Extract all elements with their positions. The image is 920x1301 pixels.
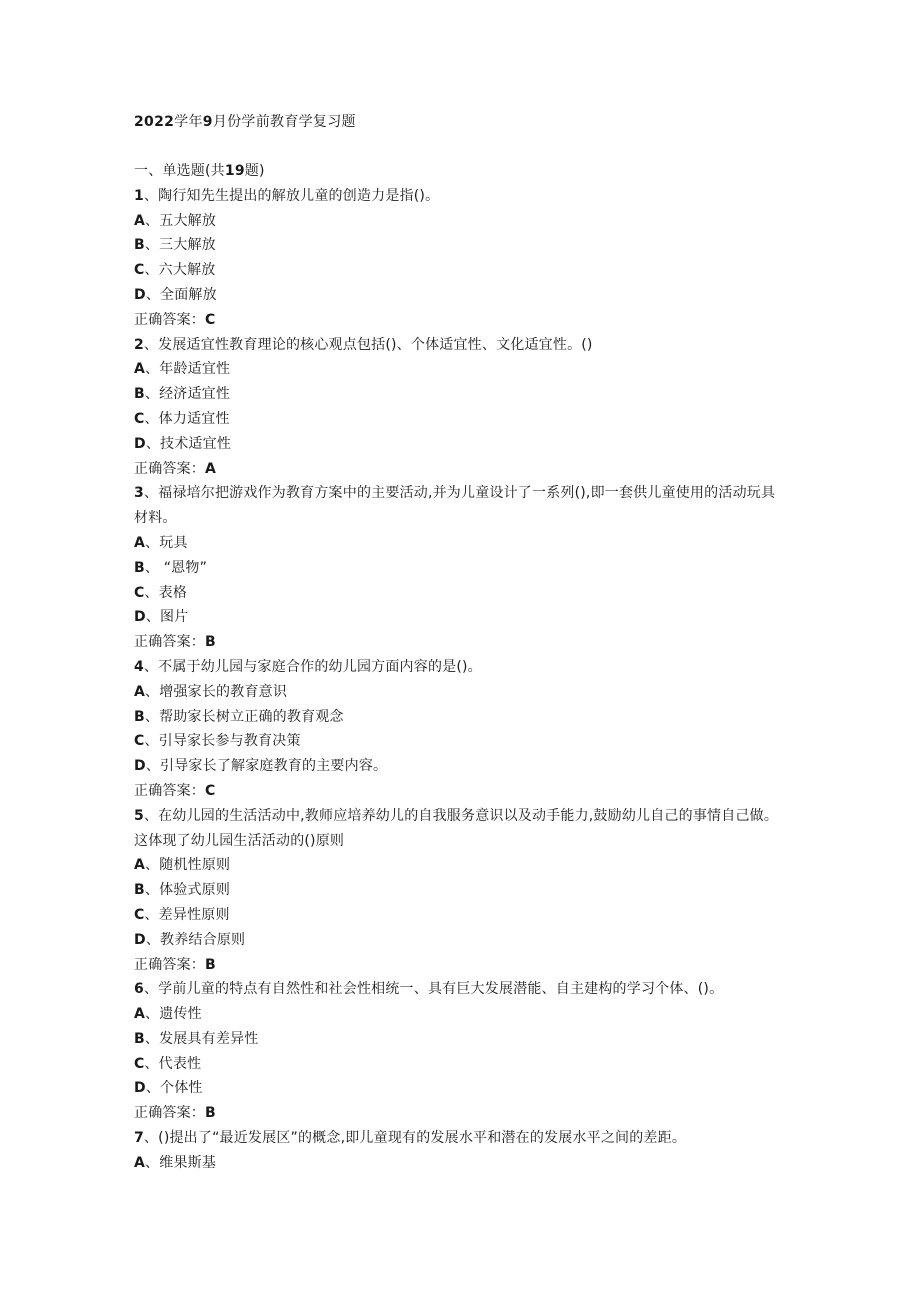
option-b [134, 382, 784, 407]
answer-value: B [205, 634, 216, 651]
option-a [134, 357, 784, 382]
option-text: 、发展具有差异性 [144, 1030, 259, 1047]
option-c [134, 581, 784, 606]
question-6 [134, 977, 784, 1126]
answer-line [134, 1101, 784, 1126]
option-label: C [134, 1055, 145, 1072]
title-month: 9 [202, 114, 213, 130]
option-text: 、引导家长参与教育决策 [144, 733, 301, 750]
option-b [134, 878, 784, 903]
question-number: 6 [134, 981, 144, 998]
answer-line [134, 953, 784, 978]
option-b [134, 1027, 784, 1052]
option-a [134, 1151, 784, 1176]
question-number: 4 [134, 658, 144, 675]
option-label: A [134, 683, 146, 700]
question-number: 2 [134, 336, 144, 353]
title-year: 2022 [134, 114, 175, 130]
question-5 [134, 804, 784, 978]
option-label: C [134, 733, 145, 750]
option-text: 、年龄适宜性 [145, 361, 231, 378]
option-text: 、维果斯基 [145, 1154, 217, 1171]
option-a [134, 209, 784, 234]
option-d [134, 605, 784, 630]
option-text: 、体力适宜性 [144, 410, 230, 427]
option-text: 、表格 [144, 584, 188, 601]
option-text: 、三大解放 [144, 237, 216, 254]
title-year-unit: 学年 [174, 114, 203, 130]
option-text: 、教养结合原则 [145, 931, 246, 948]
option-d [134, 928, 784, 953]
option-label: A [134, 1154, 146, 1171]
answer-line [134, 630, 784, 655]
option-text: 、增强家长的教育意识 [145, 683, 288, 700]
option-a [134, 1002, 784, 1027]
question-1 [134, 184, 784, 333]
answer-label: 正确答案： [134, 311, 205, 328]
option-label: B [134, 386, 145, 403]
title-rest: 月份学前教育学复习题 [212, 114, 356, 130]
answer-value: B [205, 1105, 216, 1122]
question-stem [134, 333, 784, 358]
option-label: B [134, 559, 145, 576]
option-label: B [134, 708, 145, 725]
question-number: 3 [134, 485, 144, 502]
answer-value: A [205, 460, 217, 477]
option-text: 、随机性原则 [145, 857, 231, 874]
question-7 [134, 1126, 784, 1176]
question-number: 7 [134, 1130, 144, 1147]
option-a [134, 531, 784, 556]
section-count: 19 [224, 163, 245, 179]
question-stem [134, 1126, 784, 1151]
option-label: D [134, 1080, 146, 1097]
question-number: 5 [134, 807, 144, 824]
option-text: 、玩具 [145, 534, 188, 551]
option-text: 、六大解放 [144, 262, 216, 279]
option-label: D [134, 609, 146, 626]
option-text: 、 “恩物” [144, 559, 208, 576]
option-text: 、技术适宜性 [145, 435, 232, 452]
option-text: 、体验式原则 [144, 882, 231, 899]
question-stem [134, 977, 784, 1002]
option-c [134, 407, 784, 432]
option-text: 、遗传性 [145, 1006, 202, 1023]
answer-label: 正确答案： [134, 460, 205, 477]
option-d [134, 283, 784, 308]
question-2 [134, 333, 784, 482]
option-label: A [134, 212, 146, 229]
option-text: 、差异性原则 [144, 906, 230, 923]
option-text: 、五大解放 [145, 212, 217, 229]
option-a [134, 853, 784, 878]
question-text: 、福禄培尔把游戏作为教育方案中的主要活动,并为儿童设计了一系列(),即一套供儿童使用的活动玩具材料。 [134, 485, 776, 527]
option-label: C [134, 262, 145, 279]
question-text: 、不属于幼儿园与家庭合作的幼儿园方面内容的是()。 [143, 658, 482, 675]
option-label: B [134, 237, 145, 254]
answer-line [134, 779, 784, 804]
question-stem [134, 184, 784, 209]
option-text: 、个体性 [145, 1080, 203, 1097]
option-b [134, 556, 784, 581]
option-text: 、引导家长了解家庭教育的主要内容。 [145, 758, 388, 775]
answer-label: 正确答案： [134, 782, 205, 799]
option-label: D [134, 435, 146, 452]
answer-value: B [205, 956, 216, 973]
option-label: B [134, 882, 145, 899]
question-stem [134, 481, 784, 531]
question-4 [134, 655, 784, 804]
document-title [134, 112, 356, 132]
section-heading [134, 159, 784, 184]
option-d [134, 432, 784, 457]
option-label: A [134, 534, 146, 551]
option-d [134, 754, 784, 779]
question-3 [134, 481, 784, 655]
option-label: C [134, 906, 145, 923]
question-stem [134, 655, 784, 680]
question-text: 、()提出了“最近发展区”的概念,即儿童现有的发展水平和潜在的发展水平之间的差距。 [143, 1130, 687, 1147]
question-text: 、在幼儿园的生活活动中,教师应培养幼儿的自我服务意识以及动手能力,鼓励幼儿自己的事情自己做。这体现了幼儿园生活活动的()原则 [134, 807, 779, 849]
option-label: D [134, 286, 146, 303]
option-text: 、经济适宜性 [144, 386, 231, 403]
option-label: D [134, 758, 146, 775]
question-stem [134, 804, 784, 854]
answer-label: 正确答案： [134, 634, 205, 651]
section-suffix: 题) [244, 163, 265, 179]
option-label: A [134, 361, 146, 378]
question-text: 、陶行知先生提出的解放儿童的创造力是指()。 [143, 187, 440, 204]
question-number: 1 [134, 187, 144, 204]
option-label: B [134, 1030, 145, 1047]
document-content [134, 159, 784, 1176]
option-label: A [134, 1006, 146, 1023]
option-a [134, 680, 784, 705]
option-label: C [134, 410, 145, 427]
option-d [134, 1076, 784, 1101]
answer-line [134, 457, 784, 482]
answer-line [134, 308, 784, 333]
section-prefix: 一、单选题(共 [134, 163, 225, 179]
option-label: C [134, 584, 145, 601]
answer-value: C [205, 311, 216, 328]
option-b [134, 233, 784, 258]
option-text: 、帮助家长树立正确的教育观念 [144, 708, 344, 725]
option-c [134, 1052, 784, 1077]
option-label: D [134, 931, 146, 948]
option-c [134, 903, 784, 928]
option-text: 、图片 [145, 609, 189, 626]
option-text: 、代表性 [144, 1055, 202, 1072]
option-b [134, 705, 784, 730]
question-text: 、发展适宜性教育理论的核心观点包括()、个体适宜性、文化适宜性。() [143, 336, 593, 353]
answer-label: 正确答案： [134, 956, 205, 973]
answer-label: 正确答案： [134, 1105, 205, 1122]
option-text: 、全面解放 [145, 286, 217, 303]
question-text: 、学前儿童的特点有自然性和社会性相统一、具有巨大发展潜能、自主建构的学习个体、()。 [143, 981, 724, 998]
option-c [134, 258, 784, 283]
option-label: A [134, 857, 146, 874]
option-c [134, 729, 784, 754]
answer-value: C [205, 782, 216, 799]
